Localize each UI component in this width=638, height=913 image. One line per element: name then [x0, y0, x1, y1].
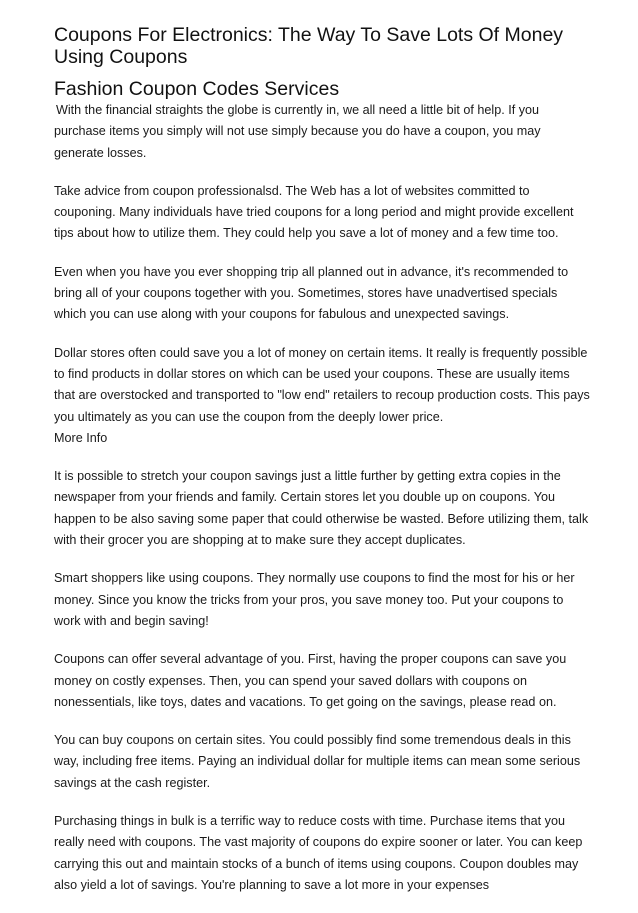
paragraph-4: Dollar stores often could save you a lot of money on certain items. It really is frequently possible to find products in dollar stores on which can be used your coupons. These are usually items that are overstocked and transported to "low end" retailers to recoup production costs. This pays you ultimately as you can use the coupon from the deeply lower price.: [54, 345, 590, 424]
article-body: [54, 100, 590, 896]
paragraph-4-block: [54, 343, 590, 449]
more-info-link[interactable]: More Info: [54, 430, 108, 445]
paragraph-5: It is possible to stretch your coupon savings just a little further by getting extra copies in the newspaper from your friends and family. Certain stores let you double up on coupons. You happen to be also saving some paper that could otherwise be wasted. Before utilizing them, talk with their grocer you are shopping at to make sure they accept duplicates.: [54, 469, 589, 548]
document-title: Coupons For Electronics: The Way To Save Lots Of Money Using Coupons: [54, 24, 564, 68]
paragraph-8: You can buy coupons on certain sites. You could possibly find some tremendous deals in this way, including free items. Paying an individual dollar for multiple items can mean some serious savings at the cash register.: [54, 733, 581, 790]
paragraph-2: Take advice from coupon professionalsd. The Web has a lot of websites committed to couponing. Many individuals have tried coupons for a long period and might provide excellent tips about how to utilize them. They could help you save a lot of money and a few time too.: [54, 183, 574, 241]
paragraph-1: With the financial straights the globe is currently in, we all need a little bit of help. If you purchase items you simply will not use simply because you do have a coupon, you may generate losses.: [54, 103, 541, 160]
paragraph-3: Even when you have you ever shopping trip all planned out in advance, it's recommended to bring all of your coupons together with you. Sometimes, stores have unadvertised specials which you can use along with your coupons for fabulous and unexpected savings.: [54, 264, 569, 322]
section-heading: Fashion Coupon Codes Services: [54, 78, 340, 100]
paragraph-9: Purchasing things in bulk is a terrific way to reduce costs with time. Purchase items that you really need with coupons. The vast majority of coupons do expire sooner or later. You can keep carrying this out and maintain stocks of a bunch of items using coupons. Coupon doubles may also yield a lot of savings. You're planning to save a lot more in your expenses: [54, 814, 583, 892]
document-page: [54, 24, 590, 913]
paragraph-7: Coupons can offer several advantage of you. First, having the proper coupons can save you money on costly expenses. Then, you can spend your saved dollars with coupons on nonessentials, like toys, dates and vacations. To get going on the savings, please read on.: [54, 652, 567, 709]
paragraph-6: Smart shoppers like using coupons. They normally use coupons to find the most for his or her money. Since you know the tricks from your pros, you save money too. Put your coupons to work with and begin saving!: [54, 571, 575, 628]
